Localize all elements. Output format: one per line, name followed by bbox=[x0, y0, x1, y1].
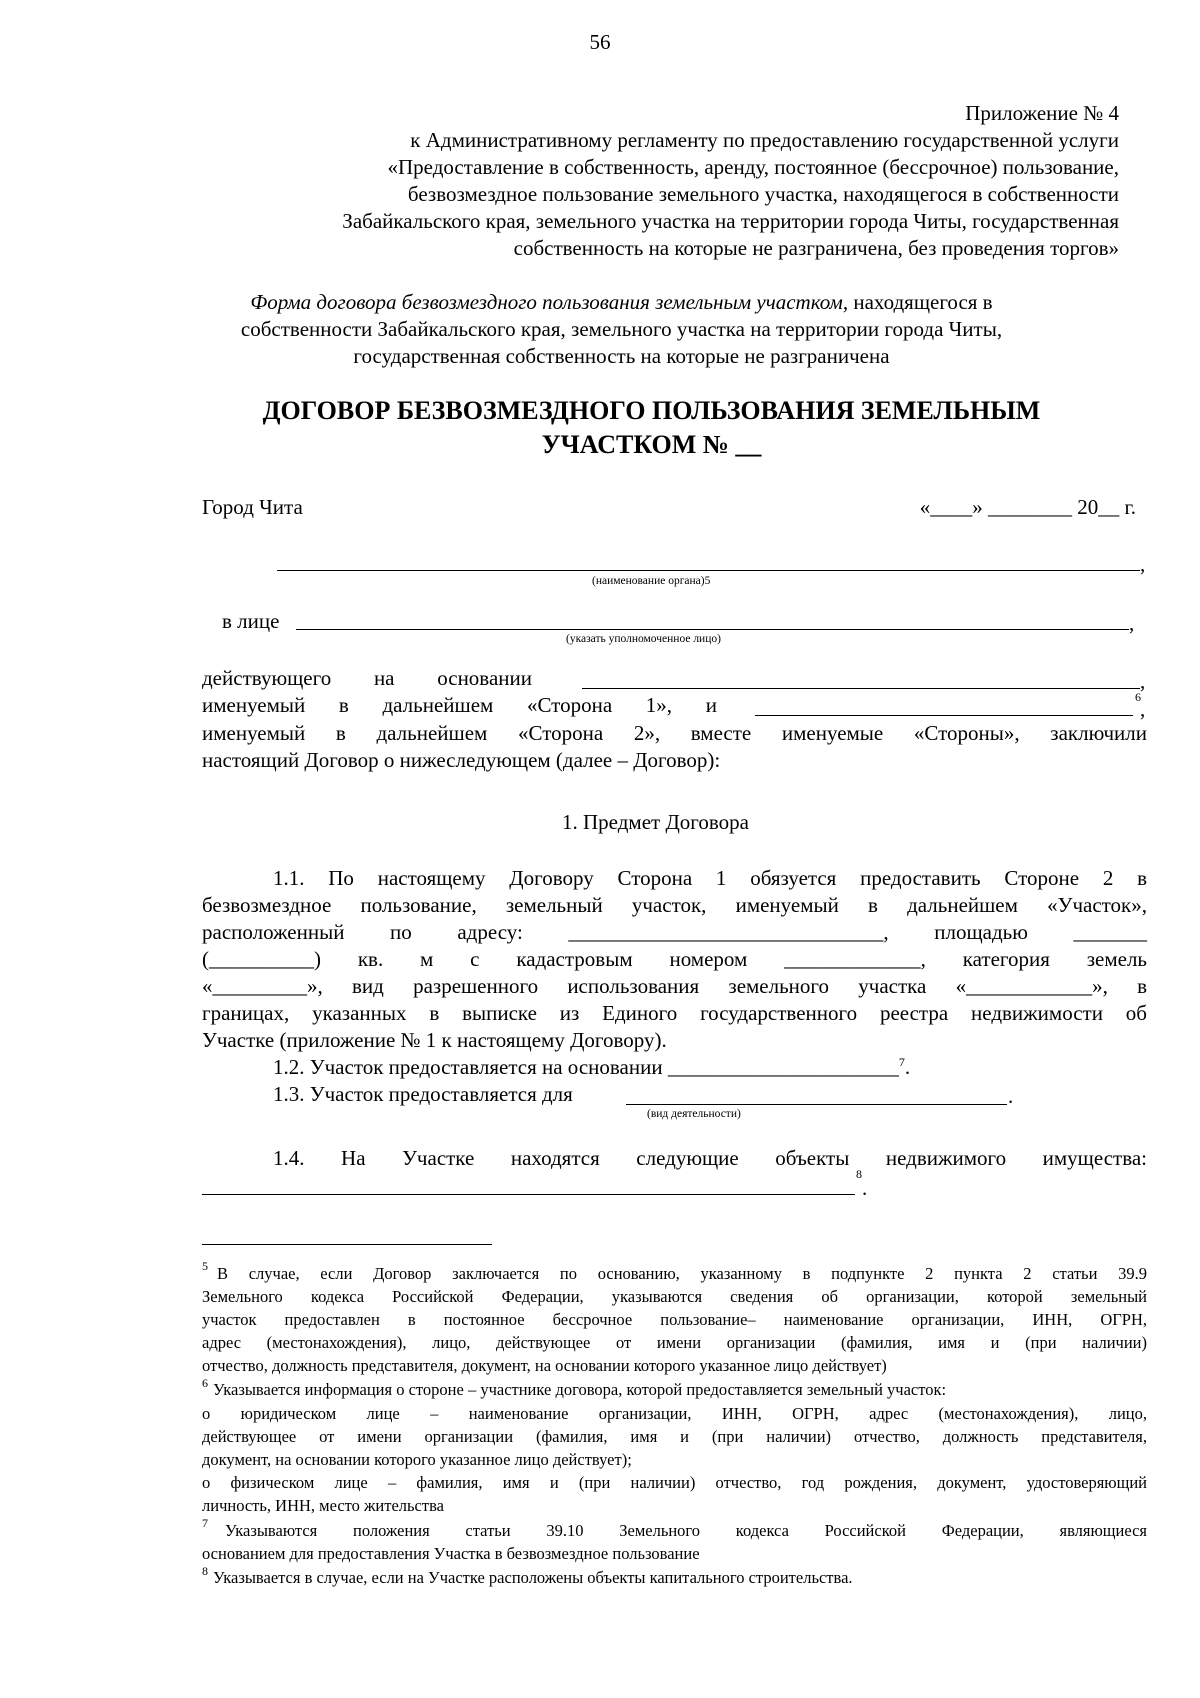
footnote-6-line: действующее от имени организации (фамилия, имя и (при наличии) отчество, должность представителя, bbox=[202, 1427, 1147, 1446]
document-title-line1: ДОГОВОР БЕЗВОЗМЕЗДНОГО ПОЛЬЗОВАНИЯ ЗЕМЕЛЬНЫМ bbox=[262, 396, 1041, 425]
footnote-5-line: отчество, должность представителя, документ, на основании которого указанное лицо действует) bbox=[202, 1356, 887, 1375]
footnote-separator bbox=[202, 1244, 492, 1245]
clause-line: границах, указанных в выписке из Единого государственного реестра недвижимости об bbox=[202, 1001, 1147, 1025]
organ-name-line bbox=[277, 570, 1140, 571]
in-person-label: в лице bbox=[222, 609, 280, 633]
footnote-ref-7: 7 bbox=[898, 1055, 905, 1069]
appendix-line: Забайкальского края, земельного участка на территории города Читы, государственная bbox=[342, 209, 1119, 233]
footnote-5-line: В случае, если Договор заключается по основанию, указанному в подпункте 2 пункта 2 статьи 39.9 bbox=[217, 1264, 1147, 1283]
party2-text: именуемый в дальнейшем «Сторона 2», вместе именуемые «Стороны», заключили bbox=[202, 721, 1147, 745]
party2-comma: , bbox=[1140, 697, 1146, 721]
organ-comma: , bbox=[1140, 552, 1146, 576]
real-estate-period: . bbox=[862, 1176, 868, 1200]
basis-line bbox=[582, 688, 1140, 689]
footnote-7-line: основанием для предоставления Участка в безвозмездное пользование bbox=[202, 1544, 700, 1563]
footnote-6-line: личность, ИНН, место жительства bbox=[202, 1496, 444, 1515]
footnote-number-6: 6 bbox=[202, 1376, 208, 1390]
footnote-8-line: Указывается в случае, если на Участке расположены объекты капитального строительства. bbox=[213, 1568, 853, 1587]
appendix-line: к Административному регламенту по предоставлению государственной услуги bbox=[410, 128, 1119, 152]
footnote-5-line: Земельного кодекса Российской Федерации, указываются сведения об организации, которой земельный bbox=[202, 1287, 1147, 1306]
appendix-line: собственность на которые не разграничена, без проведения торгов» bbox=[513, 236, 1119, 260]
clause-line: (__________) кв. м с кадастровым номером _____________, категория земель bbox=[202, 947, 1147, 971]
activity-caption: (вид деятельности) bbox=[647, 1108, 741, 1120]
footnote-6-line: Указывается информация о стороне – участнике договора, которой предоставляется земельный участок: bbox=[213, 1380, 947, 1399]
agreement-text: настоящий Договор о нижеследующем (далее – Договор): bbox=[202, 748, 721, 772]
clause-line: расположенный по адресу: ______________________________, площадью _______ bbox=[202, 920, 1147, 944]
clause-1-4: 1.4. На Участке находятся следующие объекты недвижимого имущества: bbox=[273, 1146, 1147, 1170]
form-note-line bbox=[0, 290, 1200, 315]
appendix-line: «Предоставление в собственность, аренду, постоянное (бессрочное) пользование, bbox=[387, 155, 1119, 179]
form-note-rest: находящегося в bbox=[848, 290, 993, 314]
clause-line: безвозмездное пользование, земельный участок, именуемый в дальнейшем «Участок», bbox=[202, 893, 1147, 917]
form-note-line: собственности Забайкальского края, земельного участка на территории города Читы, bbox=[240, 317, 1003, 341]
footnote-6-line: о юридическом лице – наименование организации, ИНН, ОГРН, адрес (местонахождения), лицо, bbox=[202, 1404, 1147, 1423]
clause-line: Участке (приложение № 1 к настоящему Договору). bbox=[202, 1028, 667, 1052]
person-comma: , bbox=[1129, 611, 1135, 635]
basis-comma: , bbox=[1140, 669, 1146, 693]
section-heading: 1. Предмет Договора bbox=[562, 810, 749, 834]
footnote-number-8: 8 bbox=[202, 1564, 208, 1578]
real-estate-line bbox=[202, 1194, 855, 1195]
appendix-line: безвозмездное пользование земельного участка, находящегося в собственности bbox=[407, 182, 1119, 206]
clause-1-2: 1.2. Участок предоставляется на основании ______________________$^7$. bbox=[273, 1055, 911, 1079]
acting-basis-text: действующего на основании bbox=[202, 666, 532, 690]
footnote-number-7: 7 bbox=[202, 1516, 208, 1530]
appendix-number: Приложение № 4 bbox=[965, 101, 1119, 125]
activity-line bbox=[626, 1104, 1007, 1105]
footnote-6-line: о физическом лице – фамилия, имя и (при наличии) отчество, год рождения, документ, удостоверяющий bbox=[202, 1473, 1147, 1492]
party2-line bbox=[755, 715, 1133, 716]
footnote-ref-8: 8 bbox=[856, 1167, 862, 1181]
clause-line: «_________», вид разрешенного использования земельного участка «____________», в bbox=[202, 974, 1147, 998]
form-note-italic: Форма договора безвозмездного пользования земельным участком, bbox=[250, 290, 849, 314]
form-note-line: государственная собственность на которые не разграничена bbox=[353, 344, 890, 368]
footnote-ref-6: 6 bbox=[1135, 690, 1141, 704]
footnote-7-line: Указываются положения статьи 39.10 Земельного кодекса Российской Федерации, являющиеся bbox=[225, 1521, 1147, 1540]
footnote-6-line: документ, на основании которого указанное лицо действует); bbox=[202, 1450, 632, 1469]
city: Город Чита bbox=[202, 495, 303, 519]
party1-text: именуемый в дальнейшем «Сторона 1», и bbox=[202, 693, 717, 717]
footnote-5-line: участок предоставлен в постоянное бессрочное пользование– наименование организации, ИНН, ОГРН, bbox=[202, 1310, 1147, 1329]
footnote-number-5: 5 bbox=[202, 1259, 208, 1273]
footnote-5-line: адрес (местонахождения), лицо, действующее от имени организации (фамилия, имя и (при наличии) bbox=[202, 1333, 1147, 1352]
contract-date: «____» ________ 20__ г. bbox=[919, 495, 1136, 519]
page-number: 56 bbox=[589, 30, 611, 54]
organ-caption: (наименование органа)5 bbox=[592, 575, 711, 587]
document-title-line2: УЧАСТКОМ № __ bbox=[541, 430, 762, 459]
activity-period: . bbox=[1008, 1084, 1014, 1108]
person-line bbox=[296, 629, 1129, 630]
clause-1-3: 1.3. Участок предоставляется для bbox=[273, 1082, 573, 1106]
clause-line: 1.1. По настоящему Договору Сторона 1 обязуется предоставить Стороне 2 в bbox=[273, 866, 1147, 890]
person-caption: (указать уполномоченное лицо) bbox=[566, 633, 721, 645]
